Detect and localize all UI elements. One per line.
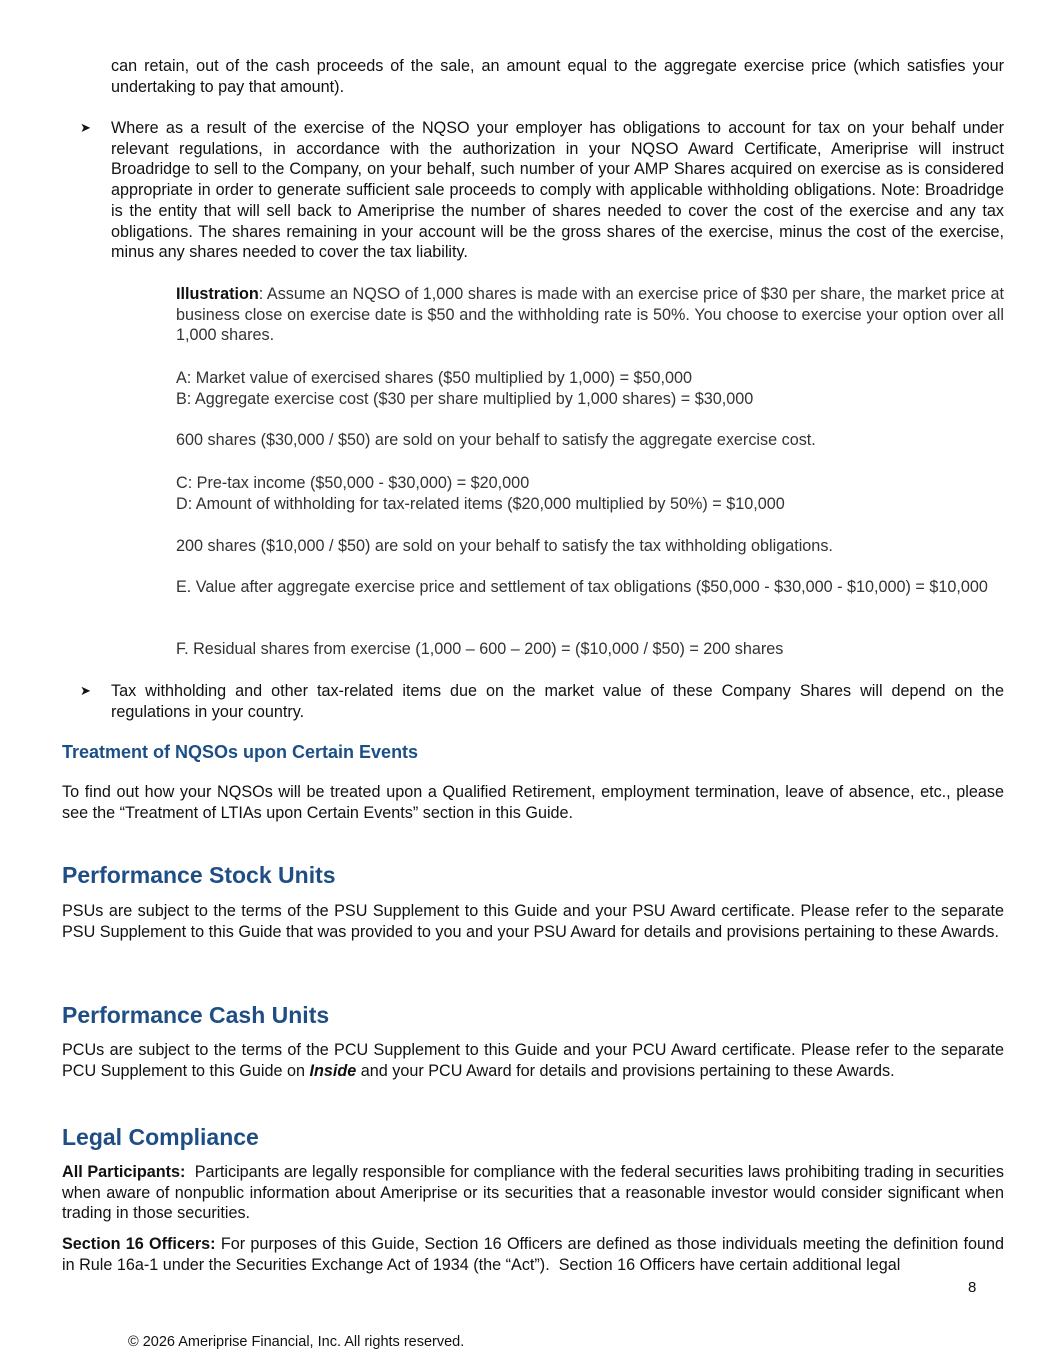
illustration-intro: : Assume an NQSO of 1,000 shares is made with an exercise price of $30 per share, the market price at business close on exercise date is $50 and the withholding rate is 50%. You choose to exercise your option over all 1,000 shares. <box>176 285 1004 345</box>
illustration-line-e: E. Value after aggregate exercise price and settlement of tax obligations ($50,000 - $30,000 - $10,000) = $10,000 <box>176 578 988 596</box>
illustration-line-c: C: Pre-tax income ($50,000 - $30,000) = $20,000 <box>176 474 530 492</box>
legal-all-text: Participants are legally responsible for compliance with the federal securities laws prohibiting trading in securities when aware of nonpublic information about Ameriprise or its securities that a reasonable investor would consider significant when trading in those securities. <box>62 1163 1009 1223</box>
illustration-sold-tax: 200 shares ($10,000 / $50) are sold on your behalf to satisfy the tax withholding obligations. <box>176 537 833 555</box>
illustration-label: Illustration <box>176 285 259 303</box>
pcu-inside-term: Inside <box>309 1061 357 1080</box>
bullet-arrow-icon: ➤ <box>80 683 91 698</box>
intro-paragraph: can retain, out of the cash proceeds of the sale, an amount equal to the aggregate exercise price (which satisfies your undertaking to pay that amount). <box>111 57 1004 96</box>
treatment-paragraph: To find out how your NQSOs will be treated upon a Qualified Retirement, employment termination, leave of absence, etc., please see the “Treatment of LTIAs upon Certain Events” section in this Guide. <box>62 783 1004 822</box>
legal-s16-text: For purposes of this Guide, Section 16 Officers are defined as those individuals meeting the definition found in Rule 16a-1 under the Securities Exchange Act of 1934 (the “Act”). Section 16 Officers have certain additional legal <box>62 1235 1009 1274</box>
legal-all-label: All Participants: <box>62 1163 186 1181</box>
pcu-paragraph <box>62 1040 1004 1081</box>
footer-copyright: © 2026 Ameriprise Financial, Inc. All rights reserved. <box>128 1334 465 1350</box>
pcu-heading: Performance Cash Units <box>62 1002 330 1028</box>
page-number: 8 <box>968 1279 977 1296</box>
illustration-lines-ab <box>176 368 1004 409</box>
legal-heading: Legal Compliance <box>62 1124 259 1150</box>
illustration-paragraph <box>176 284 1004 346</box>
illustration-line-a: A: Market value of exercised shares ($50 multiplied by 1,000) = $50,000 <box>176 369 693 387</box>
illustration-line-b: B: Aggregate exercise cost ($30 per share multiplied by 1,000 shares) = $30,000 <box>176 389 754 408</box>
pcu-text-before: PCUs are subject to the terms of the PCU Supplement to this Guide and your PCU Award certificate. Please refer to the separate PCU Supplement to this Guide on <box>62 1041 1004 1080</box>
bullet-withholding-paragraph: Where as a result of the exercise of the NQSO your employer has obligations to account for tax on your behalf under relevant regulations, in accordance with the authorization in your NQSO Award Certificate, Ameriprise will instruct Broadridge to sell to the Company, on your behalf, such number of your AMP Shares acquired on exercise as is considered appropriate in order to generate sufficient sale proceeds to comply with applicable withholding obligations. Note: Broadridge is the entity that will sell back to Ameriprise the number of shares needed to cover the cost of the exercise and any tax obligations. The shares remaining in your account will be the gross shares of the exercise, minus the cost of the exercise, minus any shares needed to cover the tax liability. <box>111 119 1004 262</box>
treatment-heading: Treatment of NQSOs upon Certain Events <box>62 742 419 762</box>
bullet-arrow-icon: ➤ <box>80 120 91 135</box>
pcu-text-after: and your PCU Award for details and provisions pertaining to these Awards. <box>356 1061 895 1080</box>
illustration-lines-cd <box>176 473 1004 514</box>
legal-section16-paragraph <box>62 1234 1009 1275</box>
illustration-line-f: F. Residual shares from exercise (1,000 – 600 – 200) = ($10,000 / $50) = 200 shares <box>176 640 784 658</box>
illustration-line-d: D: Amount of withholding for tax-related items ($20,000 multiplied by 50%) = $10,000 <box>176 494 785 513</box>
illustration-sold-exercise: 600 shares ($30,000 / $50) are sold on your behalf to satisfy the aggregate exercise cost. <box>176 431 816 449</box>
psu-paragraph: PSUs are subject to the terms of the PSU Supplement to this Guide and your PSU Award certificate. Please refer to the separate PSU Supplement to this Guide that was provided to you and your PSU Award for details and provisions pertaining to these Awards. <box>62 902 1004 941</box>
psu-heading: Performance Stock Units <box>62 862 336 888</box>
legal-all-participants-paragraph <box>62 1162 1009 1224</box>
legal-s16-label: Section 16 Officers: <box>62 1235 216 1253</box>
bullet-tax-paragraph: Tax withholding and other tax-related items due on the market value of these Company Shares will depend on the regulations in your country. <box>111 682 1004 721</box>
